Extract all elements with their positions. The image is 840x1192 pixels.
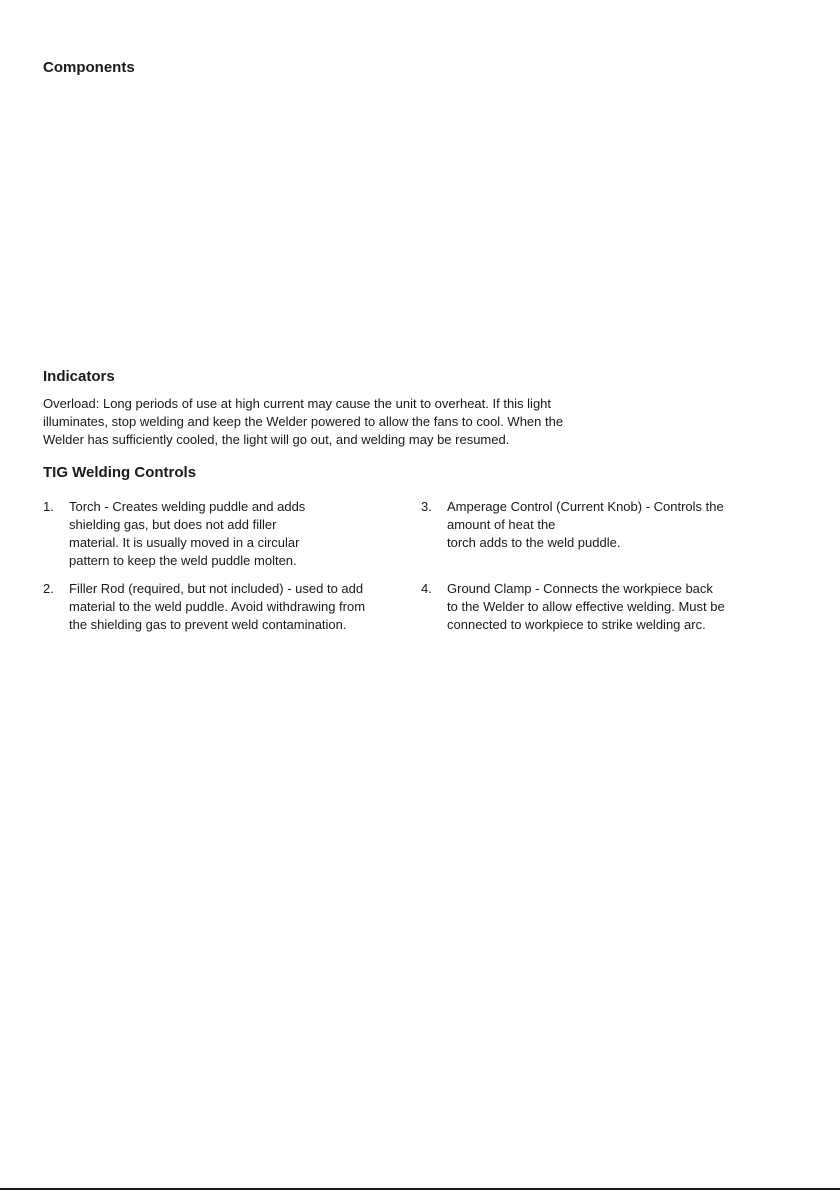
overload-line: illuminates, stop welding and keep the Welder powered to allow the fans to cool. When the: [43, 414, 564, 429]
list-item-number: 1.: [43, 499, 54, 514]
components-heading: Components: [43, 59, 135, 76]
list-item-text: [69, 580, 365, 634]
list-item-line: Ground Clamp - Connects the workpiece back: [447, 581, 713, 596]
tig-welding-controls-heading: TIG Welding Controls: [43, 464, 197, 481]
list-item-line: material to the weld puddle. Avoid withdrawing from: [69, 599, 366, 614]
indicators-heading: Indicators: [43, 368, 115, 385]
list-item-line: Filler Rod (required, but not included) - used to add: [69, 581, 364, 596]
list-item-number: 2.: [43, 581, 54, 596]
list-item-line: torch adds to the weld puddle.: [447, 535, 621, 550]
list-item-line: Torch - Creates welding puddle and adds: [69, 499, 306, 514]
overload-paragraph: [43, 395, 643, 449]
list-item-line: shielding gas, but does not add filler: [69, 517, 277, 532]
overload-line: Welder has sufficiently cooled, the light will go out, and welding may be resumed.: [43, 432, 510, 447]
list-item-line: the shielding gas to prevent weld contamination.: [69, 617, 347, 632]
list-item-line: to the Welder to allow effective welding. Must be: [447, 599, 725, 614]
list-item-text: [69, 498, 305, 570]
list-item-number: 3.: [421, 499, 432, 514]
page-bottom-border: [0, 1188, 840, 1190]
list-item-number: 4.: [421, 581, 432, 596]
list-item-text: [447, 580, 725, 634]
list-item-line: Amperage Control (Current Knob) - Controls the: [447, 499, 724, 514]
list-item-line: material. It is usually moved in a circular: [69, 535, 300, 550]
list-item-line: pattern to keep the weld puddle molten.: [69, 553, 297, 568]
list-item-line: amount of heat the: [447, 517, 556, 532]
overload-line: Overload: Long periods of use at high current may cause the unit to overheat. If this light: [43, 396, 552, 411]
list-item-text: [447, 498, 724, 552]
list-item-line: connected to workpiece to strike welding arc.: [447, 617, 706, 632]
